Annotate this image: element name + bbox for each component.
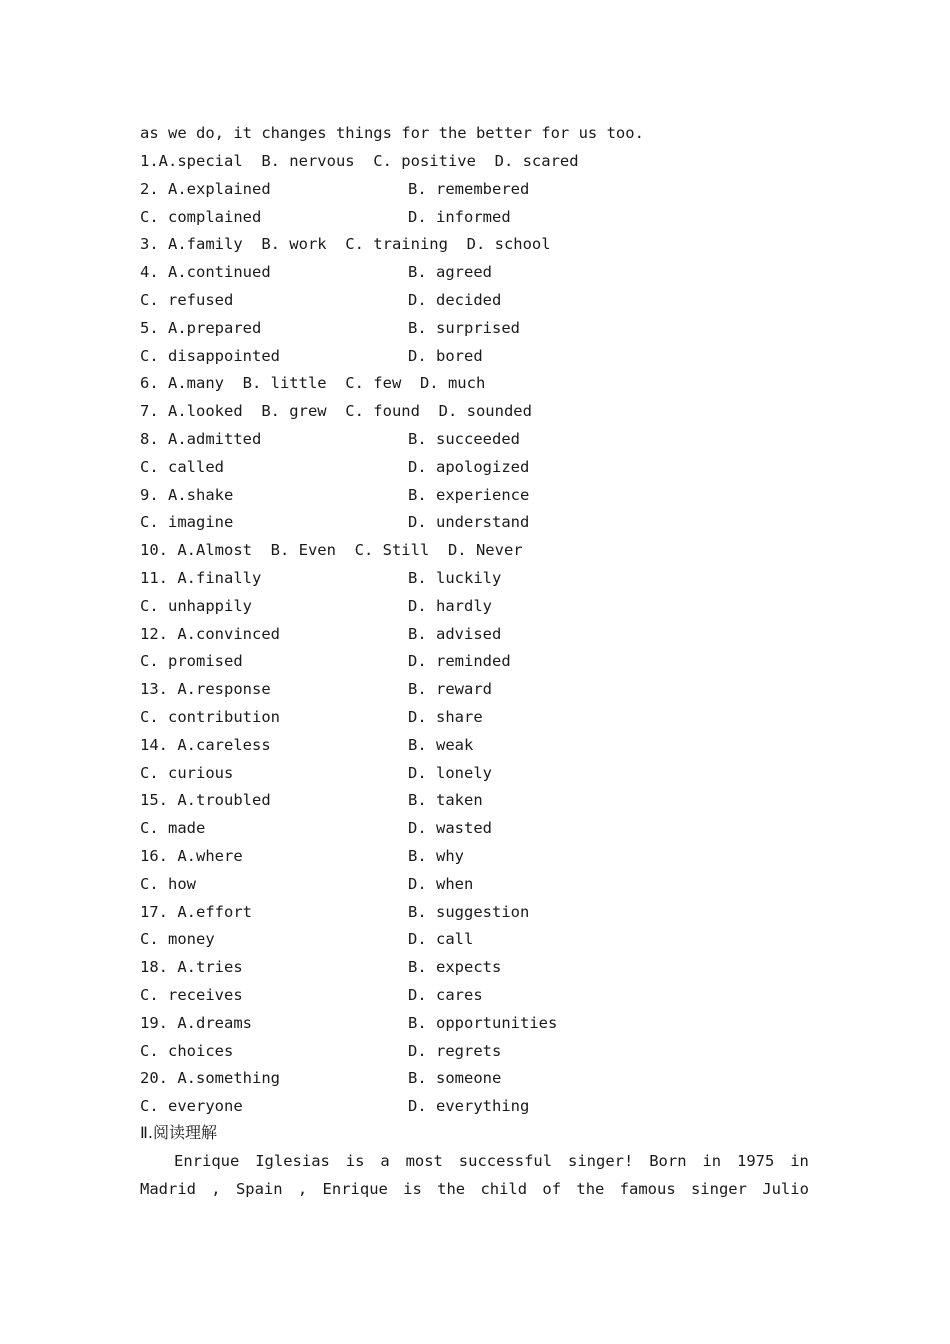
- question-options-row: [140, 870, 820, 898]
- option-right: D. decided: [408, 291, 502, 309]
- reading-word: successful: [458, 1152, 553, 1170]
- question-options-row: [140, 175, 820, 203]
- reading-word: singer: [690, 1180, 747, 1198]
- reading-word: of: [542, 1180, 562, 1198]
- option-left: C. choices: [140, 1041, 234, 1060]
- question-options-row: [140, 286, 820, 314]
- question-options-line: 10. A.Almost B. Even C. Still D. Never: [140, 541, 523, 560]
- option-right: B. weak: [408, 735, 474, 754]
- option-left: C. imagine: [140, 513, 234, 532]
- option-left: C. unhappily: [140, 596, 252, 615]
- option-right: B. succeeded: [408, 430, 520, 448]
- reading-word: Madrid: [140, 1180, 196, 1198]
- option-right: B. someone: [408, 1069, 502, 1088]
- option-left: 4. A.continued: [140, 263, 271, 282]
- option-right: B. surprised: [408, 318, 520, 337]
- option-right: D. bored: [408, 346, 483, 365]
- option-left: C. everyone: [140, 1097, 243, 1116]
- option-right: D. wasted: [408, 819, 492, 838]
- reading-word: a: [380, 1152, 390, 1170]
- question-options-row: [140, 981, 820, 1009]
- question-options-row: [140, 314, 820, 342]
- question-options-row: [140, 759, 820, 787]
- option-right: D. understand: [408, 513, 530, 532]
- option-left: 15. A.troubled: [140, 791, 271, 810]
- question-options-row: [140, 453, 820, 481]
- option-right: D. cares: [408, 986, 483, 1004]
- question-options-line: 1.A.special B. nervous C. positive D. scared: [140, 152, 579, 170]
- option-right: B. reward: [408, 680, 492, 699]
- option-right: B. agreed: [408, 263, 492, 282]
- question-options-row: [140, 258, 820, 286]
- option-right: B. taken: [408, 791, 483, 810]
- option-left: C. how: [140, 874, 196, 893]
- question-options-row: [140, 1092, 820, 1120]
- option-right: D. when: [408, 874, 474, 893]
- question-options-row: [140, 786, 820, 814]
- option-right: D. apologized: [408, 457, 530, 476]
- question-options-row: [140, 1037, 820, 1065]
- reading-word: is: [403, 1180, 422, 1198]
- reading-word: Born: [649, 1152, 687, 1170]
- reading-word: Iglesias: [255, 1152, 330, 1170]
- question-options-row: [140, 620, 820, 648]
- reading-word: Spain: [235, 1180, 283, 1198]
- reading-word: most: [405, 1152, 443, 1170]
- option-right: B. advised: [408, 624, 502, 643]
- reading-word: the: [576, 1180, 605, 1198]
- question-options-row: [140, 592, 820, 620]
- question-options-line: 3. A.family B. work C. training D. school: [140, 235, 551, 254]
- question-options-row: [140, 481, 820, 509]
- reading-paragraph-line-1: [174, 1147, 809, 1175]
- option-left: C. promised: [140, 652, 243, 671]
- option-right: B. expects: [408, 958, 502, 977]
- option-right: D. lonely: [408, 763, 492, 782]
- option-right: B. opportunities: [408, 1013, 558, 1032]
- reading-word: Enrique: [322, 1180, 388, 1198]
- question-options-row: [140, 425, 820, 453]
- option-right: D. share: [408, 708, 483, 726]
- passage-tail: as we do, it changes things for the better for us too.: [140, 124, 644, 142]
- question-options-row: [140, 842, 820, 870]
- option-left: 20. A.something: [140, 1069, 280, 1088]
- reading-word: the: [437, 1180, 466, 1198]
- option-left: 14. A.careless: [140, 735, 271, 754]
- question-options-row: [140, 508, 820, 536]
- reading-word: Julio: [762, 1180, 809, 1198]
- question-options-line: 6. A.many B. little C. few D. much: [140, 374, 486, 393]
- question-options-line: 7. A.looked B. grew C. found D. sounded: [140, 402, 532, 421]
- option-left: 5. A.prepared: [140, 318, 262, 337]
- question-options-row: [140, 1064, 820, 1092]
- reading-word: singer!: [568, 1152, 634, 1170]
- option-right: B. why: [408, 847, 464, 865]
- reading-word: famous: [619, 1180, 676, 1198]
- option-left: 12. A.convinced: [140, 624, 280, 643]
- reading-word: is: [345, 1152, 365, 1170]
- option-right: D. regrets: [408, 1041, 502, 1060]
- option-right: B. suggestion: [408, 902, 530, 921]
- question-options-row: [140, 898, 820, 926]
- option-left: 11. A.finally: [140, 569, 262, 587]
- option-right: D. informed: [408, 207, 511, 226]
- question-options-row: [140, 1009, 820, 1037]
- option-left: C. disappointed: [140, 346, 280, 365]
- question-options-row: [140, 564, 820, 592]
- option-left: 16. A.where: [140, 847, 243, 865]
- question-options-row: [140, 925, 820, 953]
- reading-word: ,: [211, 1180, 221, 1198]
- question-options-row: [140, 342, 820, 370]
- reading-word: in: [790, 1152, 809, 1170]
- reading-word: ,: [297, 1180, 308, 1198]
- option-left: 9. A.shake: [140, 485, 234, 504]
- option-right: D. call: [408, 930, 474, 949]
- option-left: C. complained: [140, 207, 262, 226]
- option-left: 2. A.explained: [140, 179, 271, 198]
- reading-word: child: [480, 1180, 528, 1198]
- reading-word: 1975: [737, 1152, 775, 1170]
- reading-paragraph-line-2: [140, 1175, 809, 1203]
- option-left: C. called: [140, 457, 224, 476]
- question-options-row: [140, 731, 820, 759]
- option-right: B. luckily: [408, 569, 502, 587]
- section-heading-reading: Ⅱ.阅读理解: [140, 1123, 217, 1142]
- question-options-row: [140, 647, 820, 675]
- question-options-row: [140, 814, 820, 842]
- reading-word: in: [702, 1152, 722, 1170]
- option-left: 13. A.response: [140, 680, 271, 699]
- option-left: C. receives: [140, 986, 243, 1004]
- option-left: 18. A.tries: [140, 958, 243, 977]
- option-right: B. remembered: [408, 179, 530, 198]
- question-options-row: [140, 203, 820, 231]
- option-right: D. reminded: [408, 652, 511, 671]
- option-left: C. money: [140, 930, 215, 949]
- question-options-row: [140, 703, 820, 731]
- option-right: D. hardly: [408, 596, 492, 615]
- question-options-row: [140, 953, 820, 981]
- option-right: D. everything: [408, 1097, 530, 1116]
- option-left: C. refused: [140, 291, 234, 309]
- option-left: C. curious: [140, 763, 234, 782]
- question-options-row: [140, 675, 820, 703]
- option-left: 17. A.effort: [140, 902, 252, 921]
- option-left: 19. A.dreams: [140, 1013, 252, 1032]
- option-left: C. contribution: [140, 708, 280, 726]
- option-left: C. made: [140, 819, 206, 838]
- option-left: 8. A.admitted: [140, 430, 262, 448]
- option-right: B. experience: [408, 485, 530, 504]
- reading-word: Enrique: [174, 1152, 240, 1170]
